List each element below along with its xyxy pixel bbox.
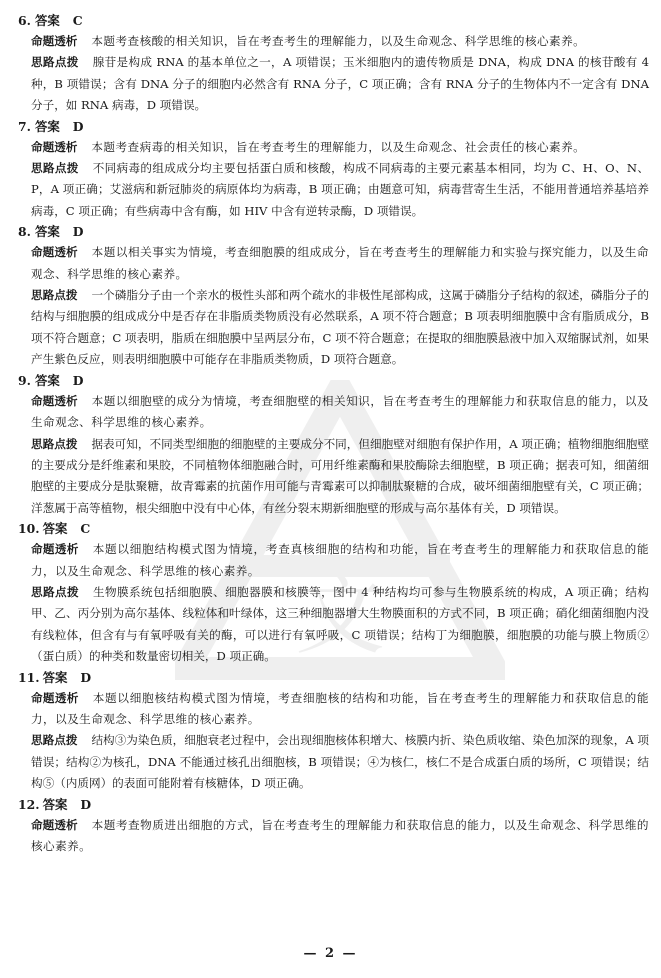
analysis-paragraph	[31, 137, 649, 158]
analysis-text: 本题以细胞核结构模式图为情境，考查细胞核的结构和功能，旨在考查考生的理解能力和获取信息的能力，以及生命观念、科学思维的核心素养。	[31, 690, 649, 726]
analysis-label: 命题透析	[31, 542, 79, 557]
answer-header	[18, 222, 648, 242]
analysis-text: 本题考查核酸的相关知识，旨在考查考生的理解能力，以及生命观念、科学思维的核心素养。	[91, 34, 586, 48]
answer-label: 答案	[42, 521, 68, 537]
analysis-paragraph	[31, 31, 649, 52]
analysis-text: 本题考查病毒的相关知识，旨在考查考生的理解能力，以及生命观念、社会责任的核心素养。	[91, 139, 586, 154]
hint-label: 思路点拨	[31, 288, 78, 303]
answer-item-9	[18, 371, 648, 519]
answer-list	[18, 11, 648, 857]
analysis-text: 本题以细胞壁的成分为情境，考查细胞壁的相关知识，旨在考查考生的理解能力和获取信息的能力，以及生命观念、科学思维的核心素养。	[31, 393, 649, 430]
hint-paragraph	[31, 730, 649, 794]
hint-text: 不同病毒的组成成分均主要包括蛋白质和核酸，构成不同病毒的主要元素基本相同，均为 C、H、O、N、P，A 项正确；艾滋病和新冠肺炎的病原体均为病毒，B 项正确；由题意可知，病毒营寄生生活，不能用普通培养基培养病毒，C 项正确；有些病毒中含有酶，如 HIV 中含有逆转录酶，D 项错误。	[31, 161, 649, 218]
answer-label: 答案	[35, 224, 60, 240]
answer-label: 答案	[35, 118, 60, 134]
answer-item-6	[18, 11, 648, 117]
answer-letter: C	[72, 13, 83, 28]
answer-letter: D	[72, 224, 84, 240]
answer-header	[18, 668, 648, 688]
answer-header	[18, 519, 648, 539]
analysis-paragraph	[31, 242, 649, 285]
answer-label: 答案	[42, 796, 68, 812]
analysis-label: 命题透析	[31, 690, 79, 705]
hint-label: 思路点拨	[31, 436, 78, 451]
hint-label: 思路点拨	[31, 161, 79, 176]
answer-header	[18, 371, 648, 391]
analysis-paragraph	[31, 391, 649, 434]
analysis-text: 本题考查物质进出细胞的方式，旨在考查考生的理解能力和获取信息的能力，以及生命观念、科学思维的核心素养。	[31, 817, 649, 853]
hint-label: 思路点拨	[31, 55, 79, 70]
hint-text: 一个磷脂分子由一个亲水的极性头部和两个疏水的非极性尾部构成，这属于磷脂分子结构的叙述，磷脂分子的结构与细胞膜的组成成分中是否存在非脂质类物质没有必然联系，A 项不符合题意；B 项表明细胞膜中含有脂质成分，B 项不符合题意；C 项表明，脂质在细胞膜中呈两层分布，C 项不符合题意；在提取的细胞膜悬液中加入双缩脲试剂，如果产生紫色反应，则表明细胞膜中可能存在非脂质类物质，D 项符合题意。	[31, 288, 649, 367]
watermark-glyph: 文	[295, 562, 385, 667]
answer-item-11	[18, 668, 648, 795]
analysis-text: 本题以相关事实为情境，考查细胞膜的组成成分，旨在考查考生的理解能力和实验与探究能力，以及生命观念、科学思维的核心素养。	[31, 245, 649, 281]
hint-paragraph	[31, 285, 649, 371]
answer-item-7	[18, 117, 648, 223]
analysis-paragraph	[31, 539, 649, 582]
answer-label: 答案	[35, 13, 60, 28]
hint-label: 思路点拨	[31, 584, 80, 599]
question-number: 8.	[18, 224, 31, 240]
question-number: 7.	[18, 118, 31, 134]
answer-letter: D	[80, 669, 92, 685]
answer-letter: D	[72, 118, 84, 134]
answer-item-8	[18, 222, 648, 370]
hint-text: 生物膜系统包括细胞膜、细胞器膜和核膜等，图中 4 种结构均可参与生物膜系统的构成，A 项正确；结构甲、乙、丙分别为高尔基体、线粒体和叶绿体，这三种细胞器增大生物膜面积的方式不同，B 项正确；硝化细菌细胞内没有线粒体，但含有与有氧呼吸有关的酶，可以进行有氧呼吸，C 项错误；结构丁为细胞膜，细胞膜的功能与膜上物质②（蛋白质）的种类和数量密切相关，D 项正确。	[31, 584, 649, 664]
question-number: 6.	[18, 13, 31, 28]
analysis-label: 命题透析	[31, 34, 78, 48]
answer-header	[18, 11, 648, 31]
hint-paragraph	[31, 158, 649, 222]
analysis-paragraph	[31, 815, 649, 858]
analysis-paragraph	[31, 688, 649, 731]
answer-item-10	[18, 519, 648, 667]
question-number: 11.	[18, 669, 40, 685]
hint-paragraph	[31, 52, 649, 116]
question-number: 9.	[18, 372, 31, 388]
hint-text: 结构③为染色质，细胞衰老过程中，会出现细胞核体积增大、核膜内折、染色质收缩、染色加深的现象，A 项错误；结构②为核孔，DNA 不能通过核孔出细胞核，B 项错误；④为核仁，核仁不是合成蛋白质的场所，C 项错误；结构⑤（内质网）的表面可能附着有核糖体，D 项正确。	[31, 733, 649, 791]
answer-item-12	[18, 795, 648, 858]
page-number: — 2 —	[303, 946, 358, 961]
hint-text: 据表可知，不同类型细胞的细胞壁的主要成分不同，但细胞壁对细胞有保护作用，A 项正确；植物细胞细胞壁的主要成分是纤维素和果胶，不同植物体细胞融合时，可用纤维素酶和果胶酶除去细胞壁，B 项正确；据表可知，细菌细胞壁的主要成分是肽聚糖，故青霉素的抗菌作用可能与青霉素可以抑制肽聚糖的合成，破坏细菌细胞壁有关，C 项正确；洋葱属于高等植物，根尖细胞中没有中心体，有丝分裂末期新细胞壁的形成与高尔基体有关，D 项错误。	[31, 436, 649, 515]
hint-paragraph	[31, 582, 649, 668]
answer-label: 答案	[35, 372, 60, 388]
answer-letter: D	[80, 796, 92, 812]
hint-text: 腺苷是构成 RNA 的基本单位之一，A 项错误；玉米细胞内的遗传物质是 DNA，构成 DNA 的核苷酸有 4 种，B 项错误；含有 DNA 分子的细胞内必然含有 RNA 分子，C 项正确；含有 RNA 分子的生物体内不一定含有 DNA 分子，如 RNA 病毒，D 项错误。	[31, 55, 649, 113]
analysis-label: 命题透析	[31, 245, 78, 260]
hint-label: 思路点拨	[31, 733, 78, 748]
analysis-label: 命题透析	[31, 139, 78, 154]
hint-paragraph	[31, 434, 649, 520]
question-number: 10.	[18, 521, 40, 537]
analysis-label: 命题透析	[31, 817, 78, 832]
analysis-text: 本题以细胞结构模式图为情境，考查真核细胞的结构和功能，旨在考查考生的理解能力和获取信息的能力，以及生命观念、科学思维的核心素养。	[31, 542, 649, 578]
analysis-label: 命题透析	[31, 393, 78, 408]
answer-label: 答案	[42, 669, 68, 685]
answer-letter: C	[80, 521, 91, 537]
answer-header	[18, 795, 648, 815]
question-number: 12.	[18, 796, 40, 812]
answer-letter: D	[72, 372, 84, 388]
answer-header	[18, 117, 648, 137]
